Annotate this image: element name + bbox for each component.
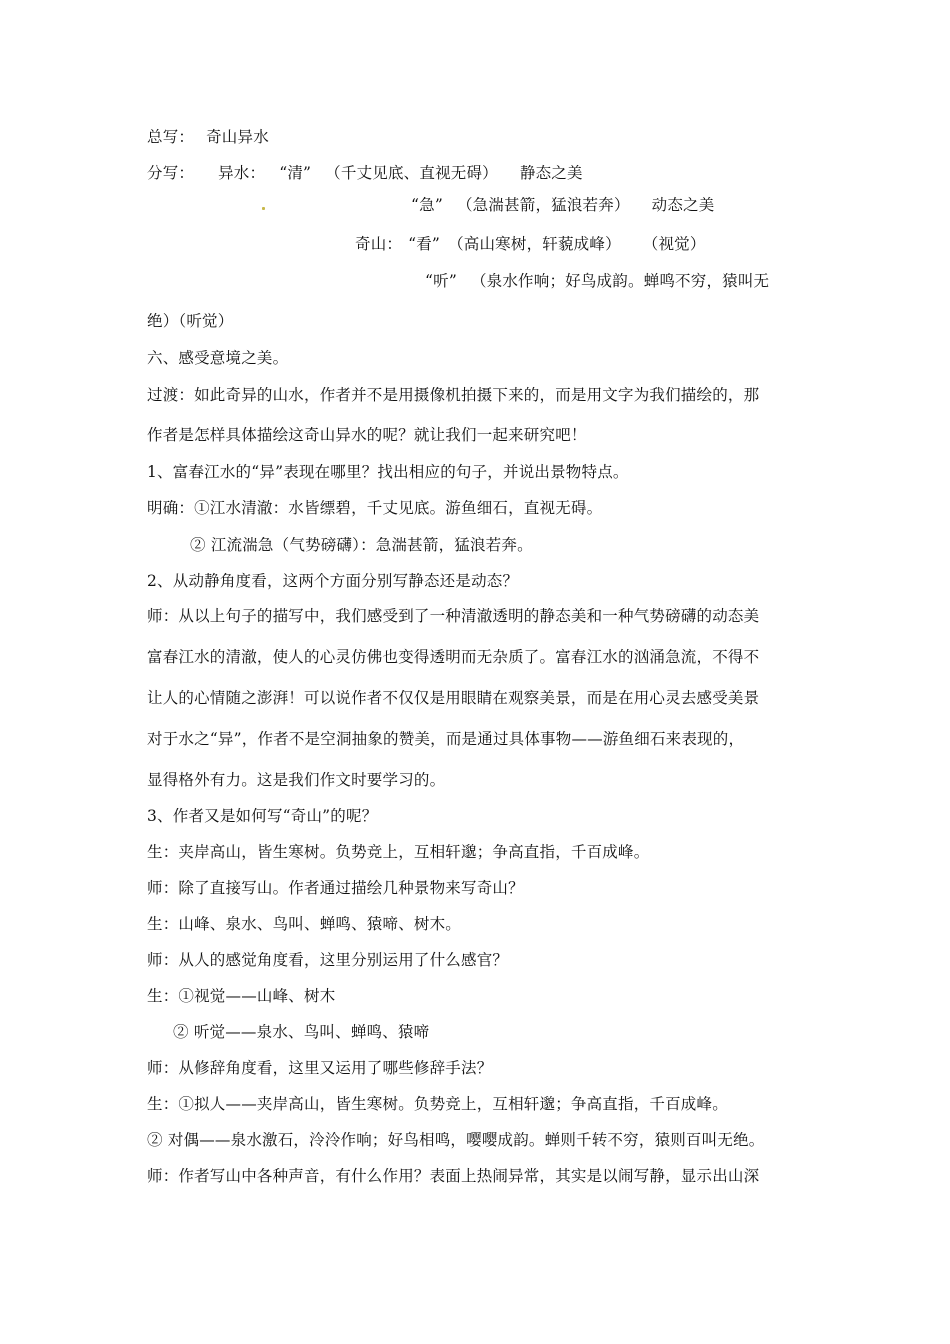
mountain-keyword-see: “看”: [408, 235, 441, 253]
dialogue-line: 师：除了直接写山。作者通过描绘几种景物来写奇山？: [147, 879, 524, 897]
question-line: 2、从动静角度看，这两个方面分别写静态还是动态？: [147, 572, 519, 590]
dialogue-line: 生：山峰、泉水、鸟叫、蝉鸣、猿啼、树木。: [147, 915, 462, 933]
dialogue-line: 师：从修辞角度看，这里又运用了哪些修辞手法？: [147, 1059, 493, 1077]
summary-label: 总写：: [147, 128, 195, 146]
answer-line: ② 江流湍急（气势磅礴）：急湍甚箭，猛浪若奔。: [190, 536, 533, 554]
breakdown-label: 分写：: [147, 164, 195, 182]
dialogue-line: ② 对偶——泉水激石，泠泠作响；好鸟相鸣，嘤嘤成韵。蝉则千转不穷，猿则百叫无绝。: [147, 1131, 765, 1149]
dialogue-line: 师：作者写山中各种声音，有什么作用？表面上热闹异常，其实是以闹写静，显示出山深: [147, 1167, 760, 1185]
paragraph-line: 让人的心情随之澎湃！可以说作者不仅仅是用眼睛在观察美景，而是在用心灵去感受美景: [147, 689, 760, 707]
water-keyword-clear: “清”: [279, 164, 312, 182]
dialogue-line: 生：①拟人——夹岸高山，皆生寒树。负势竞上，互相轩邈；争高直指，千百成峰。: [147, 1095, 728, 1113]
mountain-detail-hear-cont: 绝）（听觉）: [147, 312, 234, 330]
dialogue-line: 师：从人的感觉角度看，这里分别运用了什么感官？: [147, 951, 509, 969]
water-beauty-static: 静态之美: [519, 164, 583, 182]
water-rapid-line: [411, 195, 714, 215]
mountain-hear-cont-line: [147, 311, 233, 331]
breakdown-water-line: [147, 163, 583, 183]
dialogue-line: 生：①视觉——山峰、树木: [147, 987, 336, 1005]
paragraph-line: 作者是怎样具体描绘这奇山异水的呢？就让我们一起来研究吧！: [147, 426, 587, 444]
mountain-detail-see: （高山寒树，轩藐成峰）: [448, 235, 621, 253]
question-line: 1、富春江水的“异”表现在哪里？找出相应的句子，并说出景物特点。: [147, 463, 629, 481]
paragraph-line: 显得格外有力。这是我们作文时要学习的。: [147, 771, 446, 789]
water-detail-rapid: （急湍甚箭，猛浪若奔）: [456, 196, 630, 214]
mountain-hear-line: [425, 271, 769, 291]
mountain-see-line: [355, 234, 706, 254]
mountain-label: 奇山：: [355, 235, 403, 253]
mountain-detail-hear: （泉水作响；好鸟成韵。蝉鸣不穷，猿叫无: [470, 272, 770, 290]
section-heading: 六、感受意境之美。: [147, 349, 289, 367]
mountain-sense-see: （视觉）: [642, 235, 706, 253]
dialogue-line: 生：夹岸高山，皆生寒树。负势竞上，互相轩邈；争高直指，千百成峰。: [147, 843, 650, 861]
water-label: 异水：: [218, 164, 266, 182]
question-line: 3、作者又是如何写“奇山”的呢？: [147, 807, 378, 825]
mountain-keyword-hear: “听”: [425, 272, 457, 290]
paragraph-line: 富春江水的清澈，使人的心灵仿佛也变得透明而无杂质了。富春江水的汹涌急流，不得不: [147, 648, 760, 666]
stray-mark: [262, 207, 265, 210]
paragraph-line: 过渡：如此奇异的山水，作者并不是用摄像机拍摄下来的，而是用文字为我们描绘的，那: [147, 386, 760, 404]
summary-text: 奇山异水: [206, 128, 269, 146]
answer-line: 明确：①江水清澈：水皆缥碧，千丈见底。游鱼细石，直视无碍。: [147, 499, 603, 517]
water-detail-clear: （千丈见底、直视无碍）: [325, 164, 498, 182]
paragraph-line: 师：从以上句子的描写中，我们感受到了一种清澈透明的静态美和一种气势磅礴的动态美: [147, 607, 760, 625]
water-keyword-rapid: “急”: [411, 196, 443, 214]
summary-line: [147, 127, 269, 147]
paragraph-line: 对于水之“异”，作者不是空洞抽象的赞美，而是通过具体事物——游鱼细石来表现的，: [147, 730, 745, 748]
water-beauty-dynamic: 动态之美: [651, 196, 715, 214]
dialogue-line: ② 听觉——泉水、鸟叫、蝉鸣、猿啼: [173, 1023, 430, 1041]
